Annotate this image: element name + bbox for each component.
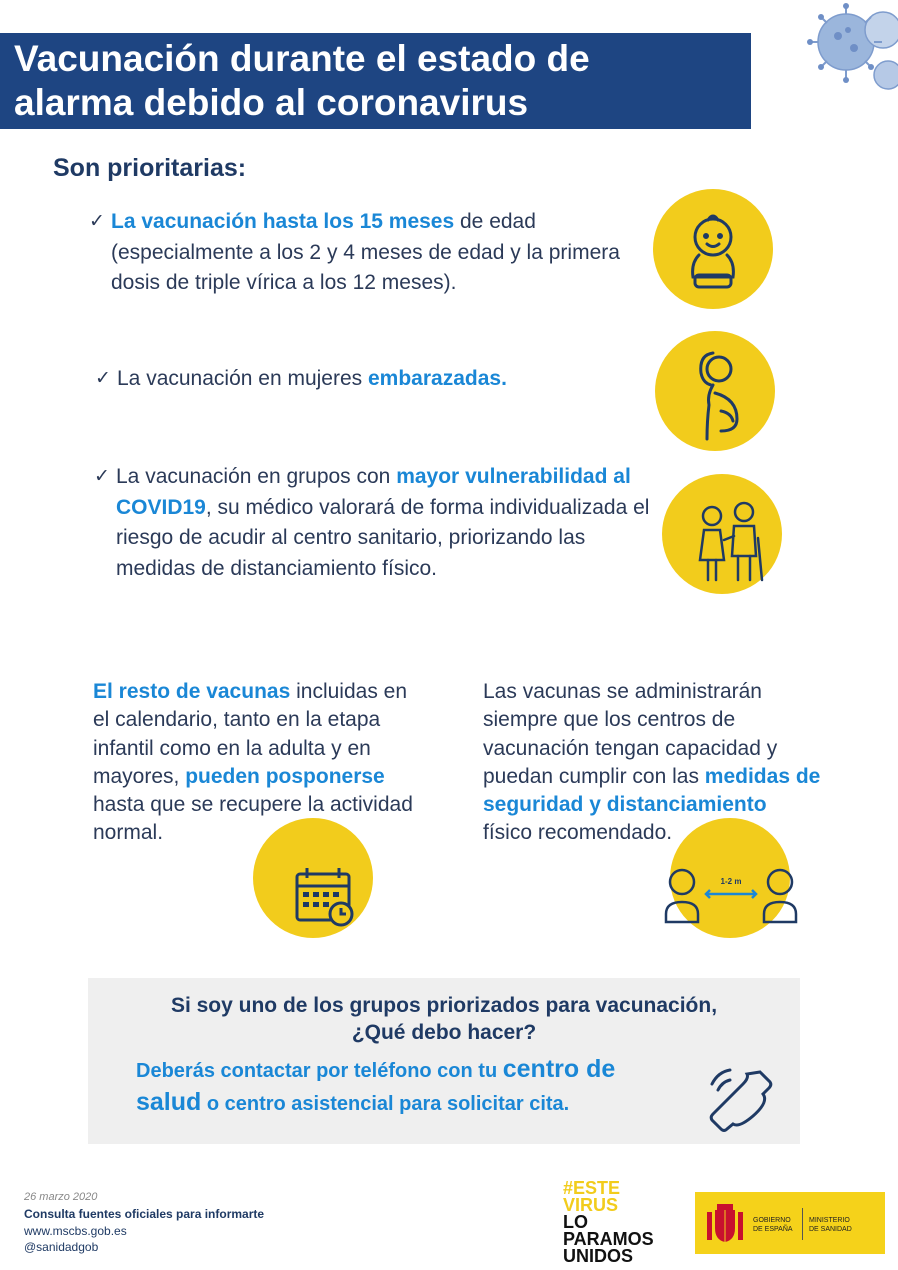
logo-line: UNIDOS [563,1246,634,1266]
check-icon: ✓ [95,368,111,389]
item-highlight: La vacunación hasta los 15 meses [111,210,455,233]
item-highlight: mayor vulnerabilidad al COVID19 [116,465,631,519]
title-banner [0,33,751,129]
answer-text: o centro asistencial para solicitar cita. [201,1093,570,1115]
phone-icon [700,1062,780,1132]
para-text: hasta que se recupere la actividad normal. [93,793,413,845]
distance-label: 1-2 m [720,877,742,886]
pregnant-woman-icon [655,331,775,451]
para-highlight: medidas de seguridad y distanciamiento [483,764,821,817]
pregnant-icon-circle [655,331,775,451]
footer-date: 26 marzo 2020 [24,1191,98,1203]
para-highlight: pueden posponerse [185,764,385,788]
answer-big: salud [136,1088,202,1116]
priority-item-infant [89,207,621,299]
question-line-2: ¿Qué debo hacer? [351,1021,537,1044]
government-logo [695,1192,885,1254]
question-line-1: Si soy uno de los grupos priorizados para vacunación, [170,994,718,1017]
item-text: La vacunación en grupos con [116,465,397,488]
gov-text: DE SANIDAD [809,1226,852,1233]
check-icon: ✓ [94,466,110,487]
footer-url: www.mscbs.gob.es [24,1224,127,1238]
footer-handle: @sanidadgob [24,1240,99,1254]
logo-line: #ESTE [563,1178,621,1198]
box-answer [136,1054,716,1120]
gov-text: MINISTERIO [809,1217,850,1224]
item-text: La vacunación en mujeres [117,367,368,390]
para-text: Las vacunas se administrarán siempre que los centros de vacunación tengan capacidad y puedan cumplir con las [483,680,778,788]
elderly-couple-icon [662,474,782,594]
social-distance-icon [660,858,805,928]
check-icon: ✓ [89,211,105,232]
left-paragraph [93,678,428,848]
section-title: Son prioritarias: [53,154,247,182]
campaign-logo [563,1180,693,1265]
item-text: de edad (especialmente a los 2 y 4 meses de edad y la primera dosis de triple vírica a los 12 meses). [111,210,620,294]
priority-item-vulnerable [94,462,656,584]
coat-of-arms-icon [703,1202,747,1246]
baby-icon-circle [653,189,773,309]
item-text: , su médico valorará de forma individualizada el riesgo de acudir al centro sanitario, priorizando las medidas de distanciamiento físico. [116,495,650,580]
footer-line-1: Consulta fuentes oficiales para informarte [24,1207,265,1221]
para-text: físico recomendado. [483,821,673,845]
priority-item-pregnant [95,364,617,395]
answer-text: Deberás contactar por teléfono con tu [136,1060,503,1082]
box-question [88,992,800,1046]
right-paragraph [483,678,821,848]
logo-line: VIRUS [563,1195,619,1215]
virus-icon [768,0,898,110]
para-highlight: El resto de vacunas [93,680,291,703]
answer-big: centro de [502,1055,616,1083]
logo-line: LO [563,1212,588,1232]
gov-text: GOBIERNO [753,1217,791,1224]
title-line-2: alarma debido al coronavirus [14,82,529,123]
baby-icon [653,189,773,309]
logo-line: PARAMOS [563,1229,654,1249]
title-line-1: Vacunación durante el estado de [14,38,590,79]
gov-text: DE ESPAÑA [753,1226,793,1233]
para-text: incluidas en el calendario, tanto en la etapa infantil como en la adulta y en mayores, [93,680,408,788]
item-highlight: embarazadas. [368,367,507,390]
question-box [88,978,800,1144]
elderly-icon-circle [662,474,782,594]
